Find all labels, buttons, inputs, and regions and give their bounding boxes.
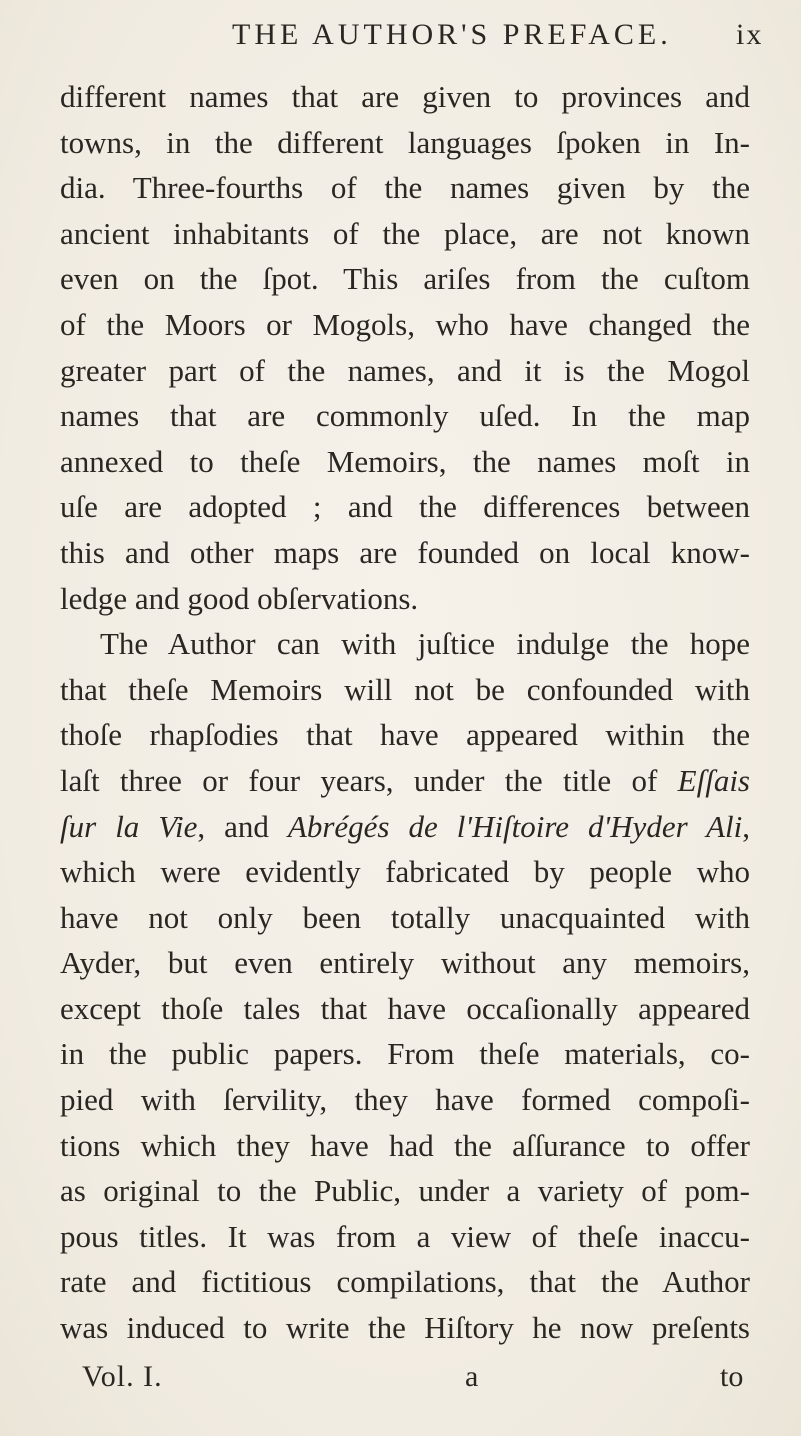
italic-title: ſur la Vie (60, 808, 198, 844)
text-line (60, 758, 750, 804)
body-text (60, 74, 750, 1351)
text-line: dia. Three-fourths of the names given by the (60, 170, 750, 206)
page-number: ix (736, 18, 764, 51)
text-line: except thoſe tales that have occaſionally appeared (60, 990, 750, 1026)
text-line: ancient inhabitants of the place, are not known (60, 215, 750, 251)
signature-mark: a (465, 1360, 479, 1393)
text-line (60, 804, 750, 850)
text-line: rate and fictitious compilations, that the Author (60, 1264, 750, 1300)
text-run: laſt three or four years, under the title of (60, 762, 678, 798)
italic-title: Abrégés de l'Hiſtoire d'Hyder Ali (287, 808, 743, 844)
text-line: of the Moors or Mogols, who have changed the (60, 306, 750, 342)
text-run: , and (197, 808, 288, 844)
text-line: that theſe Memoirs will not be confounded with (60, 671, 750, 707)
running-head: THE AUTHOR'S PREFACE. (232, 18, 672, 51)
text-line: in the public papers. From theſe materials, co- (60, 1036, 750, 1072)
text-line: was induced to write the Hiſtory he now preſents (60, 1310, 750, 1346)
text-line: pous titles. It was from a view of theſe inaccu- (60, 1218, 750, 1254)
text-line: thoſe rhapſodies that have appeared within the (60, 717, 750, 753)
text-line: uſe are adopted ; and the differences between (60, 489, 750, 525)
text-line: towns, in the different languages ſpoken in In- (60, 124, 750, 160)
text-line: greater part of the names, and it is the Mogol (60, 352, 750, 388)
volume-signature: Vol. I. (82, 1360, 163, 1393)
italic-title: Eſſais (677, 762, 750, 798)
page-header (0, 14, 801, 64)
page-footer (0, 1360, 801, 1410)
text-line: even on the ſpot. This ariſes from the cuſtom (60, 261, 750, 297)
text-line: ledge and good obſervations. (60, 580, 419, 616)
text-line: annexed to theſe Memoirs, the names moſt in (60, 443, 750, 479)
text-line: pied with ſervility, they have formed compoſi- (60, 1082, 750, 1118)
text-line: The Author can with juſtice indulge the hope (100, 626, 750, 662)
text-line: tions which they have had the aſſurance to offer (60, 1127, 750, 1163)
text-line: have not only been totally unacquainted with (60, 899, 750, 935)
text-run: , (742, 808, 751, 844)
text-line: which were evidently fabricated by people who (60, 854, 750, 890)
text-line: this and other maps are founded on local know- (60, 534, 750, 570)
text-line: names that are commonly uſed. In the map (60, 398, 750, 434)
catchword: to (720, 1360, 744, 1393)
text-line: Ayder, but even entirely without any memoirs, (60, 945, 750, 981)
text-line: as original to the Public, under a variety of pom- (60, 1173, 750, 1209)
text-line: different names that are given to provinces and (60, 79, 750, 114)
